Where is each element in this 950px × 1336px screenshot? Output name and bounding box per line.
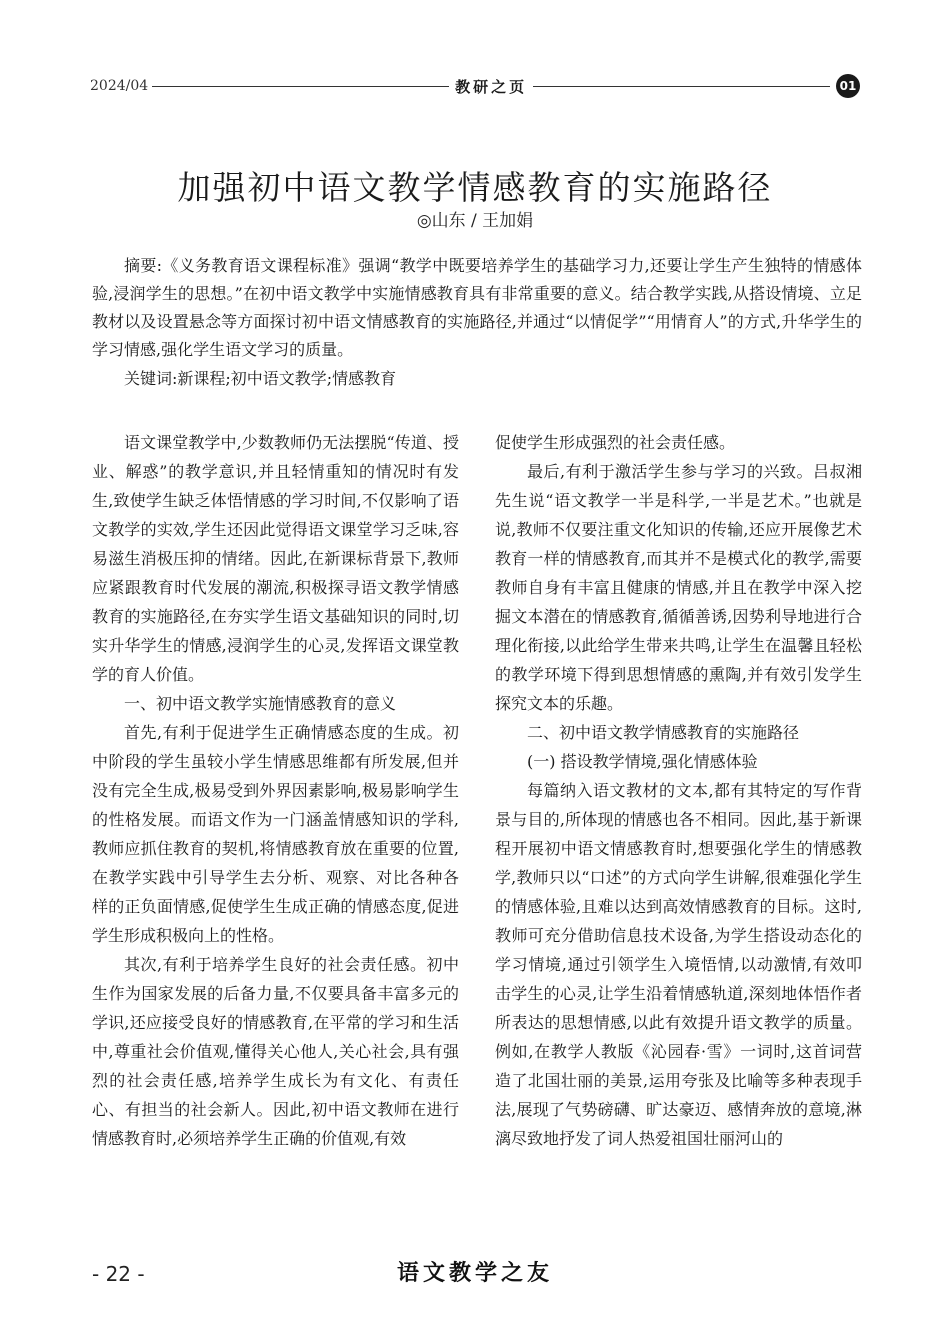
header-rule-left <box>152 86 449 87</box>
section-name: 教研之页 <box>455 77 528 96</box>
paragraph-second: 其次,有利于培养学生良好的社会责任感。初中生作为国家发展的后备力量,不仅要具备丰富多元的学识,还应接受良好的情感教育,在平常的学习和生活中,尊重社会价值观,懂得关心他人,关心社会,具有强烈的社会责任感,培养学生成长为有文化、有责任心、有担当的社会新人。因此,初中语文教师在进行情感教育时,必须培养学生正确的价值观,有效 <box>92 955 459 1148</box>
article-keywords: 关键词:新课程;初中语文教学;情感教育 <box>124 369 397 388</box>
body-column-right <box>495 428 862 1153</box>
paragraph-last: 最后,有利于激活学生参与学习的兴致。吕叔湘先生说“语文教学一半是科学,一半是艺术。”也就是说,教师不仅要注重文化知识的传输,还应开展像艺术教育一样的情感教育,而其并不是模式化的教学,需要教师自身有丰富且健康的情感,并且在教学中深入挖掘文本潜在的情感教育,循循善诱,因势利导地进行合理化衔接,以此给学生带来共鸣,让学生在温馨且轻松的教学环境下得到思想情感的熏陶,并有效引发学生探究文本的乐趣。 <box>495 462 862 713</box>
journal-name: 语文教学之友 <box>396 1260 553 1286</box>
section-heading-1: 一、初中语文教学实施情感教育的意义 <box>124 694 397 713</box>
article-abstract: 摘要:《义务教育语文课程标准》强调“教学中既要培养学生的基础学习力,还要让学生产生独特的情感体验,浸润学生的思想。”在初中语文教学中实施情感教育具有非常重要的意义。结合教学实践,从搭设情境、立足教材以及设置悬念等方面探讨初中语文情感教育的实施路径,并通过“以情促学”“用情育人”的方式,升华学生的学习情感,强化学生语文学习的质量。 <box>92 256 862 359</box>
article-title: 加强初中语文教学情感教育的实施路径 <box>177 168 773 208</box>
paragraph-first: 首先,有利于促进学生正确情感态度的生成。初中阶段的学生虽较小学生情感思维都有所发展,但并没有完全生成,极易受到外界因素影响,极易影响学生的性格发展。而语文作为一门涵盖情感知识的学科,教师应抓住教育的契机,将情感教育放在重要的位置,在教学实践中引导学生去分析、观察、对比各种各样的正负面情感,促使学生生成正确的情感态度,促进学生形成积极向上的性格。 <box>92 723 459 945</box>
page-number: - 22 - <box>92 1262 145 1286</box>
paragraph-situation: 每篇纳入语文教材的文本,都有其特定的写作背景与目的,所体现的情感也各不相同。因此,基于新课程开展初中语文情感教育时,想要强化学生的情感教学,教师只以“口述”的方式向学生讲解,很难强化学生的情感体验,且难以达到高效情感教育的目标。这时,教师可充分借助信息技术设备,为学生搭设动态化的学习情境,通过引领学生入境悟情,以动激情,有效叩击学生的心灵,让学生沿着情感轨道,深刻地体悟作者所表达的思想情感,以此有效提升语文教学的质量。例如,在教学人教版《沁园春·雪》一词时,这首词营造了北国壮丽的美景,运用夸张及比喻等多种表现手法,展现了气势磅礴、旷达豪迈、感情奔放的意境,淋漓尽致地抒发了词人热爱祖国壮丽河山的 <box>495 781 862 1148</box>
article-author: ◎山东 / 王加娟 <box>416 211 534 231</box>
section-badge: 01 <box>836 74 860 98</box>
body-column-left <box>92 428 459 1153</box>
issue-date: 2024/04 <box>90 78 149 94</box>
running-header <box>90 76 860 96</box>
subsection-heading-1: (一) 搭设教学情境,强化情感体验 <box>527 752 758 771</box>
paragraph-continued: 促使学生形成强烈的社会责任感。 <box>495 433 736 452</box>
header-rule-right <box>533 86 830 87</box>
paragraph-intro: 语文课堂教学中,少数教师仍无法摆脱“传道、授业、解惑”的教学意识,并且轻情重知的情况时有发生,致使学生缺乏体悟情感的学习时间,不仅影响了语文教学的实效,学生还因此觉得语文课堂学习乏味,容易滋生消极压抑的情绪。因此,在新课标背景下,教师应紧跟教育时代发展的潮流,积极探寻语文教学情感教育的实施路径,在夯实学生语文基础知识的同时,切实升华学生的情感,浸润学生的心灵,发挥语文课堂教学的育人价值。 <box>92 433 459 684</box>
section-heading-2: 二、初中语文教学情感教育的实施路径 <box>527 723 800 742</box>
